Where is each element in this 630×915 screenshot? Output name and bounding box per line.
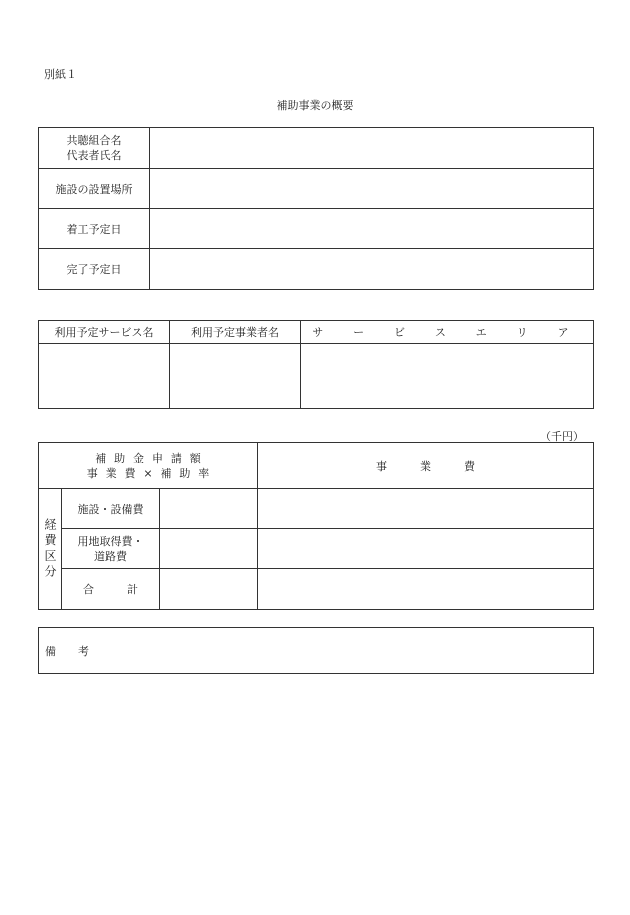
remarks-label: 備 考 [45,644,89,658]
table-row [39,249,594,290]
project-cost-header: 事 業 費 [258,443,594,489]
remarks-table [38,627,594,674]
label-cell [39,128,150,169]
service-area-header [301,321,594,344]
facility-subsidy-field[interactable] [160,489,258,529]
subsidy-header-line1: 補 助 金 申 請 額 [95,451,201,465]
table-row [39,128,594,169]
table-row [39,344,594,409]
total-subsidy-field[interactable] [160,569,258,610]
completion-date-field[interactable] [150,249,594,290]
start-date-field[interactable] [150,209,594,249]
land-cost-label-line1: 用地取得費・ [77,534,144,548]
installation-location-label: 施設の設置場所 [39,169,150,209]
table-row [39,489,594,529]
subsidy-header [39,443,258,489]
service-area-field[interactable] [301,344,594,409]
table-row [39,169,594,209]
subsidy-header-line2: 事 業 費 × 補 助 率 [86,466,210,480]
service-name-field[interactable] [39,344,170,409]
completion-date-label: 完了予定日 [39,249,150,290]
remarks-cell[interactable] [39,628,594,674]
table-row [39,569,594,610]
cooperative-name-field[interactable] [150,128,594,169]
page-title: 補助事業の概要 [276,99,354,112]
land-subsidy-field[interactable] [160,529,258,569]
land-cost-label-line2: 道路費 [94,549,127,563]
start-date-label: 着工予定日 [39,209,150,249]
table-row [39,529,594,569]
table-header-row [39,443,594,489]
facility-cost-field[interactable] [258,489,594,529]
category-cell [39,489,62,610]
expense-category-label: 経費区分 [43,517,57,581]
land-cost-field[interactable] [258,529,594,569]
installation-location-field[interactable] [150,169,594,209]
overview-table [38,127,594,290]
unit-label: （千円） [540,430,584,443]
table-header-row [39,321,594,344]
table-row [39,628,594,674]
operator-name-header: 利用予定事業者名 [170,321,301,344]
representative-name-label: 代表者氏名 [66,149,122,162]
cooperative-name-label: 共聴組合名 [66,134,122,147]
land-cost-label-cell [62,529,160,569]
operator-name-field[interactable] [170,344,301,409]
expense-table [38,442,594,610]
service-area-header-text: サ ー ビ ス エ リ ア [312,326,582,339]
table-row [39,209,594,249]
total-label: 合 計 [62,569,160,610]
facility-cost-label: 施設・設備費 [62,489,160,529]
total-cost-field[interactable] [258,569,594,610]
service-name-header: 利用予定サービス名 [39,321,170,344]
attachment-label: 別紙１ [44,68,77,81]
service-table [38,320,594,409]
